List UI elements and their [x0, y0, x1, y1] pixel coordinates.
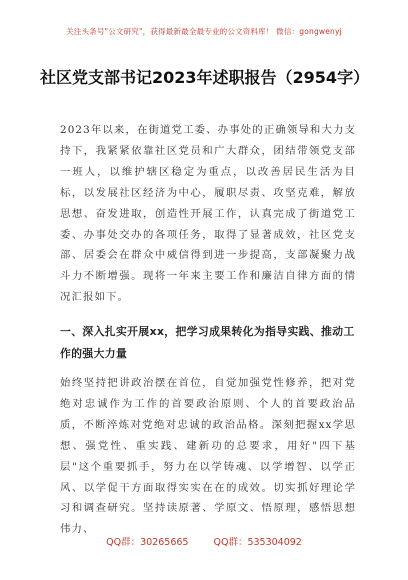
section-heading-1: 一、深入扎实开展xx，把学习成果转化为指导实践、推动工作的强大力量	[60, 325, 355, 360]
document-title: 社区党支部书记2023年述职报告（2954字）	[40, 68, 370, 87]
intro-paragraph: 2023年以来，在街道党工委、办事处的正确领导和大力支持下，我紧紧依靠社区党员和广大群众，团结带领党支部一班人，以维护辖区稳定为重点，以改善居民生活为目标，以发展社区经济为中心，履职尽责、攻坚克难，解放思想、奋发进取，创造性开展工作，认真完成了街道党工委、办事处交办的各项任务，取得了显著成效，社区党支部、居委会在群众中威信得到进一步提高，支部凝聚力战斗力不断增强。现将一年来主要工作和廉洁自律方面的情况汇报如下。	[60, 124, 356, 304]
qq-group-1: QQ群：30265665	[106, 537, 189, 548]
section-1-paragraph: 始终坚持把讲政治摆在首位，自觉加强党性修养，把对党绝对忠诚作为工作的首要政治原则、个人的首要政治品质，不断淬炼对党绝对忠诚的政治品格。深刻把握xx学思想、强党性、重实践、建新功的总要求，用好"四下基层"这个重要抓手，努力在以学铸魂、以学增智、以学正风、以学促干方面取得实实在在的成效。切实抓好理论学习和调查研究。坚持读原著、学原文、悟原理，感悟思想伟力、	[60, 377, 356, 536]
footer-contact	[0, 534, 408, 548]
qq-group-2: QQ群：535304092	[213, 537, 302, 548]
promo-banner: 关注头条号"公文研究"，获得最新最全最专业的公文资料库！ 微信：gongwenyj	[66, 27, 342, 36]
